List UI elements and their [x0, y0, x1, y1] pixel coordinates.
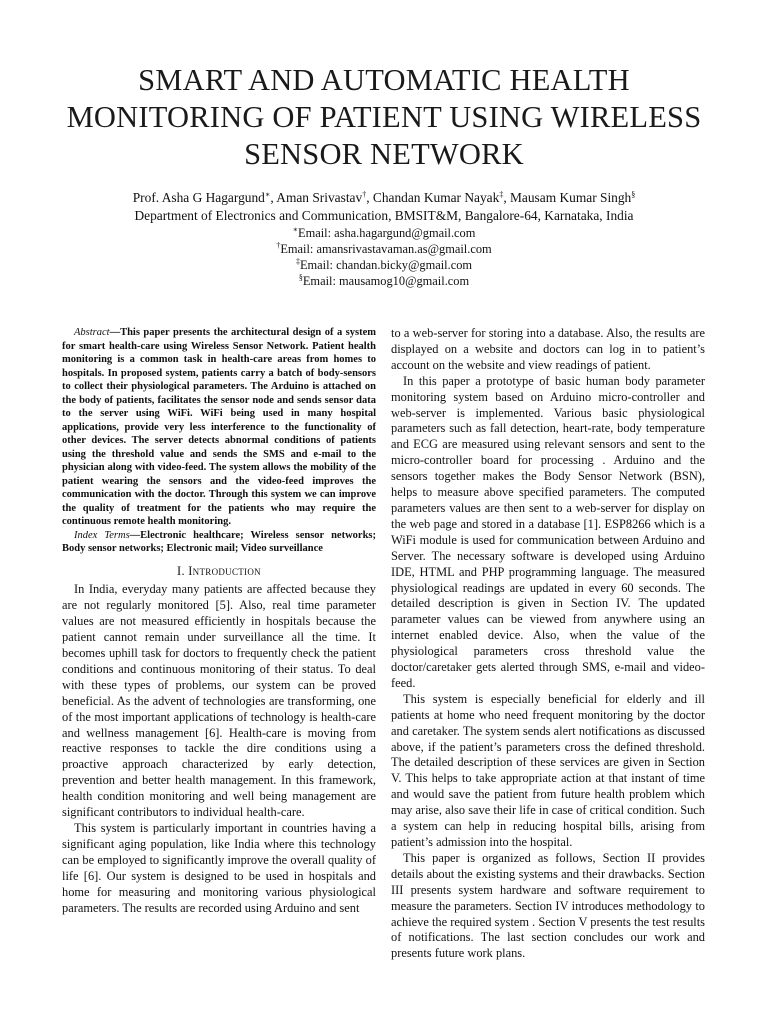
affiliation: Department of Electronics and Communication, BMSIT&M, Bangalore-64, Karnataka, India: [134, 208, 634, 223]
email-mark: †: [276, 241, 281, 250]
email-line: [30, 273, 738, 289]
email-line: [30, 241, 738, 257]
author-2: , Aman Srivastav: [270, 190, 363, 205]
left-column: [62, 326, 376, 916]
author-mark-3: ‡: [499, 190, 504, 199]
body-paragraph: This paper is organized as follows, Section II provides details about the existing systems and their drawbacks. Section III presents system hardware and software requirement to measure the parameters. Section IV introduces methodology to achieve the required system . Section V presents the test results of notifications. The last section concludes our work and presents future work plans.: [391, 850, 705, 961]
index-terms-text: —Electronic healthcare; Wireless sensor networks; Body sensor networks; Electronic mail; Video surveillance: [62, 529, 376, 554]
author-1: Prof. Asha G Hagargund: [132, 190, 265, 205]
abstract: [62, 326, 376, 529]
author-mark-4: §: [631, 190, 636, 199]
author-list: [30, 190, 738, 206]
abstract-text: —This paper presents the architectural design of a system for smart health-care using Wireless Sensor Network. Patient health monitoring is a common task in health-care areas from homes to hospitals. In proposed system, patients carry a batch of body-sensors to collect their physiological parameters. The Arduino is attached on the body of patients, facilitates the sensor node and sends sensor data to the server using WiFi. WiFi being used in many hospital applications, provide very less interference to the functionality of other devices. The server detects abnormal conditions of patients using the threshold value and sends the SMS and e-mail to the physician along with video-feed. The system allows the mobility of the patient wearing the sensors and the video-feed improves the communication with the doctor. Through this system we can improve the quality of treatment for the patients who may require the continuous remote health monitoring.: [62, 327, 376, 527]
email-text: Email: mausamog10@gmail.com: [302, 274, 470, 288]
author-4: , Mausam Kumar Singh: [503, 190, 632, 205]
email-text: Email: amansrivastavaman.as@gmail.com: [280, 242, 492, 256]
abstract-label: Abstract: [74, 327, 110, 338]
section-heading-introduction: I. Introduction: [177, 563, 261, 578]
email-mark: ∗: [292, 225, 299, 234]
title-line-2: MONITORING OF PATIENT USING WIRELESS: [66, 100, 702, 134]
body-paragraph: This system is especially beneficial for elderly and ill patients at home who need frequent monitoring by the doctor and caretaker. The system sends alert notifications as discussed above, if the patient’s parameters cross the defined threshold. The detailed description of these services are given in Section V. This helps to take appropriate action at that instant of time and would save the patient from future health problem which may arise, also save their life in case of critical condition. Such a system can help in reducing hospital bills, arising from patient’s admission into the hospital.: [391, 691, 705, 849]
email-text: Email: chandan.bicky@gmail.com: [299, 258, 473, 272]
body-paragraph: to a web-server for storing into a database. Also, the results are displayed on a website and doctors can log in to patient’s account on the website and view readings of patient.: [391, 326, 705, 372]
index-terms-label: Index Terms: [74, 529, 130, 541]
author-3: , Chandan Kumar Nayak: [366, 190, 500, 205]
intro-paragraph: This system is particularly important in countries having a significant aging population, like India where this technology can be employed to significantly improve the overall quality of life [6]. Our system is designed to be used in hospitals and home for measuring and monitoring various physiological parameters. The results are recorded using Arduino and sent: [62, 821, 376, 915]
title-line-3: SENSOR NETWORK: [244, 137, 524, 171]
index-terms: [62, 529, 376, 556]
intro-paragraph: In India, everyday many patients are affected because they are not regularly monitored [5]. Also, real time parameter values are not measured efficiently in hospitals because the patient cannot remain under surveillance all the time. It becomes uphill task for doctors to frequently check the patient conditions and continuous monitoring of their status. To deal with these types of problems, our system can be proved beneficial. As the advent of technologies are transforming, one of the most important applications of technology is health-care and wellness management [6]. Health-care is moving from reactive responses to tackle the dire conditions using a proactive approach characterized by early detection, prevention and better health management. In this framework, health condition monitoring and well being management are significant contributors to individual health-care.: [62, 582, 376, 820]
email-line: [30, 225, 738, 241]
author-mark-2: †: [362, 190, 367, 199]
author-mark-1: ∗: [264, 190, 271, 199]
email-text: Email: asha.hagargund@gmail.com: [298, 226, 476, 240]
right-column: [391, 326, 705, 962]
email-mark: §: [298, 273, 303, 282]
email-mark: ‡: [295, 257, 300, 266]
paper-title: [40, 62, 728, 173]
title-line-1: SMART AND AUTOMATIC HEALTH: [138, 63, 630, 97]
email-list: [30, 225, 738, 289]
email-line: [30, 257, 738, 273]
body-paragraph: In this paper a prototype of basic human body parameter monitoring system based on Arduino micro-controller and web-server is implemented. Various basic physiological parameters such as fall detection, heart-rate, body temperature and ECG are measured using relevant sensors and sent to the micro-controller board for processing . Arduino and the sensors together makes the Body Sensor Network (BSN), helps to measure above specified parameters. The computed parameters values are then sent to a web-server for display on the web page and stored in a database [1]. ESP8266 which is a WiFi module is used for communication between Arduino and Server. The necessary software is developed using Arduino IDE, HTML and PHP programming language. The measured physiological readings are updated in every 60 seconds. The detailed description is given in Section IV. The updated parameter values can be viewed from anywhere using an internet enabled device. Also, when the value of the physiological parameters cross threshold value the doctor/caretaker gets alerted through SMS, e-mail and video-feed.: [391, 373, 705, 690]
